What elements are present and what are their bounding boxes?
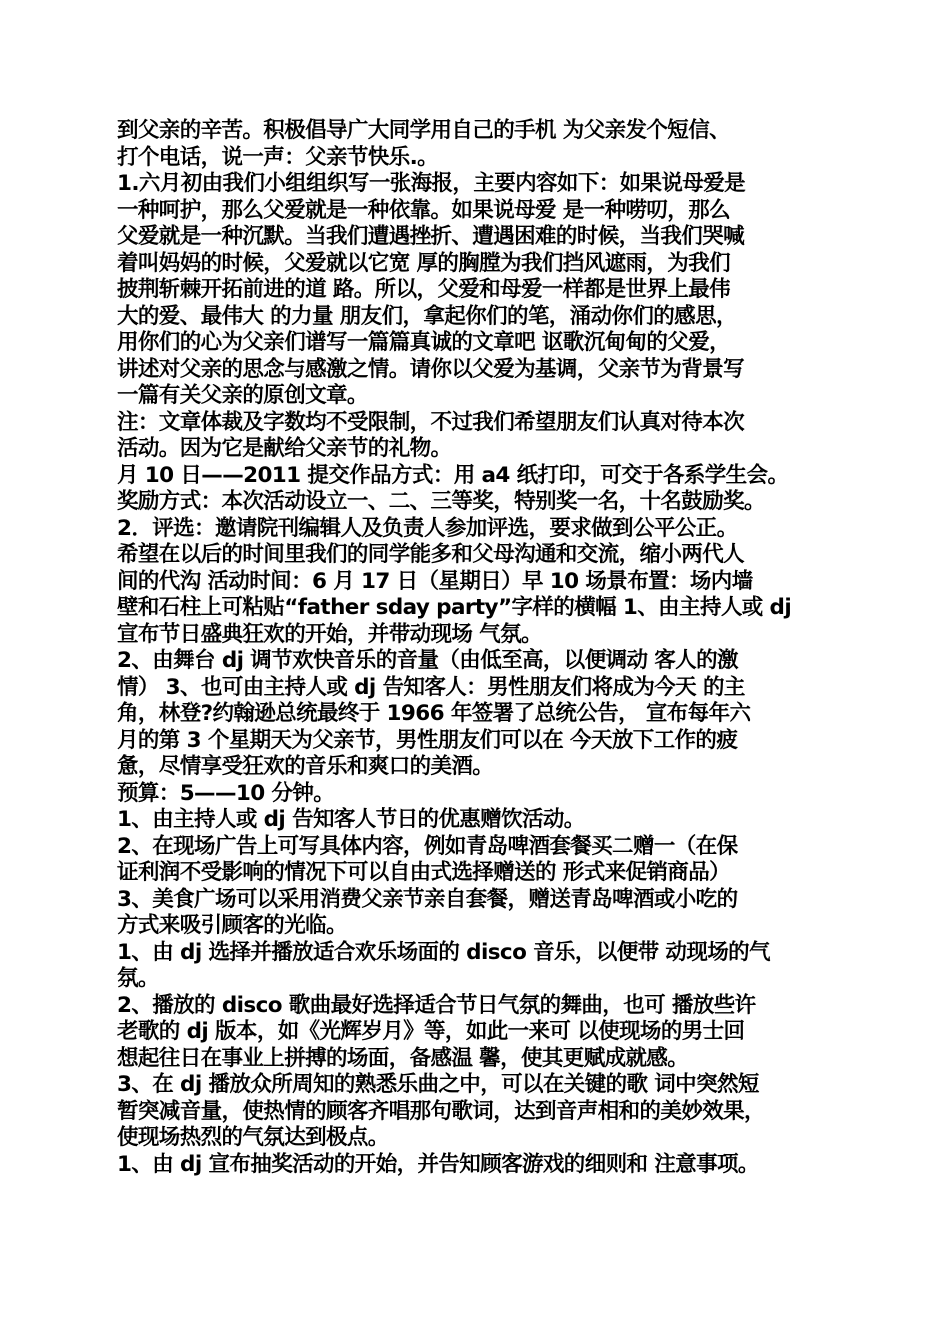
- text-line: 宣布节日盛典狂欢的开始，并带动现场 气氛。: [117, 621, 542, 647]
- text-line: 活动。因为它是献给父亲节的礼物。: [117, 436, 452, 461]
- text-line: 用你们的心为父亲们谱写一篇篇真诚的文章吧 讴歌沉甸甸的父爱，: [117, 330, 730, 355]
- text-line: 1、由 dj 宣布抽奖活动的开始，并告知顾客游戏的细则和 注意事项。: [117, 1151, 759, 1177]
- text-line: 1.六月初由我们小组组织写一张海报，主要内容如下：如果说母爱是: [117, 171, 746, 196]
- text-line: 预算：5——10 分钟。: [117, 780, 335, 806]
- text-line: 一篇有关父亲的原创文章。: [117, 383, 368, 408]
- text-line: 角，林登?约翰逊总统最终于 1966 年签署了总统公告， 宣布每年六: [117, 701, 751, 726]
- text-line: 2、由舞台 dj 调节欢快音乐的音量（由低至高，以便调动 客人的激: [117, 648, 738, 673]
- text-line: 壁和石柱上可粘贴“father sday party”字样的横幅 1、由主持人或 dj: [117, 595, 792, 620]
- text-line: 间的代沟 活动时间：6 月 17 日（星期日）早 10 场景布置：场内墙: [117, 568, 753, 594]
- text-line: 着叫妈妈的时候，父爱就以它宽 厚的胸膛为我们挡风遮雨，为我们: [117, 250, 730, 276]
- text-line: 1、由主持人或 dj 告知客人节日的优惠赠饮活动。: [117, 807, 585, 832]
- text-line: 到父亲的辛苦。积极倡导广大同学用自己的手机 为父亲发个短信、: [117, 118, 730, 143]
- text-line: 1、由 dj 选择并播放适合欢乐场面的 disco 音乐，以便带 动现场的气: [117, 939, 770, 965]
- text-line: 父爱就是一种沉默。当我们遭遇挫折、遭遇困难的时候，当我们哭喊: [117, 224, 745, 249]
- text-line: 老歌的 dj 版本，如《光辉岁月》等，如此一来可 以使现场的男士回: [117, 1019, 745, 1044]
- text-line: 月 10 日——2011 提交作品方式：用 a4 纸打印，可交于各系学生会。: [117, 462, 789, 488]
- text-line: 注：文章体裁及字数均不受限制，不过我们希望朋友们认真对待本次: [117, 409, 745, 435]
- text-line: 使现场热烈的气氛达到极点。: [117, 1125, 389, 1150]
- text-line: 一种呵护，那么父爱就是一种依靠。如果说母爱 是一种唠叨，那么: [117, 197, 730, 223]
- text-line: 2、播放的 disco 歌曲最好选择适合节日气氛的舞曲，也可 播放些许: [117, 992, 756, 1018]
- text-line: 2、在现场广告上可写具体内容，例如青岛啤酒套餐买二赠一（在保: [117, 833, 738, 859]
- text-line: 希望在以后的时间里我们的同学能多和父母沟通和交流，缩小两代人: [117, 542, 745, 567]
- text-line: 月的第 3 个星期天为父亲节，男性朋友们可以在 今天放下工作的疲: [117, 727, 738, 753]
- text-line: 方式来吸引顾客的光临。: [117, 913, 347, 938]
- text-line: 2．评选：邀请院刊编辑人及负责人参加评选，要求做到公平公正。: [117, 515, 738, 541]
- text-line: 奖励方式：本次活动设立一、二、三等奖，特别奖一名，十名鼓励奖。: [117, 489, 765, 514]
- text-line: 暂突减音量，使热情的顾客齐唱那句歌词，达到音声相和的美妙效果，: [117, 1098, 765, 1124]
- text-line: 惫，尽情享受狂欢的音乐和爽口的美酒。: [117, 754, 494, 779]
- text-line: 证利润不受影响的情况下可以自由式选择赠送的 形式来促销商品）: [117, 860, 730, 885]
- text-line: 3、美食广场可以采用消费父亲节亲自套餐，赠送青岛啤酒或小吃的: [117, 886, 738, 912]
- text-line: 打个电话，说一声：父亲节快乐.。: [117, 144, 439, 170]
- text-line: 3、在 dj 播放众所周知的熟悉乐曲之中，可以在关键的歌 词中突然短: [117, 1072, 759, 1097]
- document-body: [117, 118, 837, 1178]
- text-line: 情） 3、也可由主持人或 dj 告知客人：男性朋友们将成为今天 的主: [117, 674, 745, 700]
- text-line: 讲述对父亲的思念与感激之情。请你以父爱为基调，父亲节为背景写: [117, 356, 745, 382]
- text-line: 大的爱、最伟大 的力量 朋友们，拿起你们的笔，涌动你们的感思，: [117, 303, 737, 329]
- text-line: 想起往日在事业上拼搏的场面，备感温 馨，使其更赋成就感。: [117, 1045, 689, 1071]
- text-line: 披荆斩棘开拓前进的道 路。所以，父爱和母爱一样都是世界上最伟: [117, 277, 730, 302]
- text-line: 氛。: [117, 966, 159, 991]
